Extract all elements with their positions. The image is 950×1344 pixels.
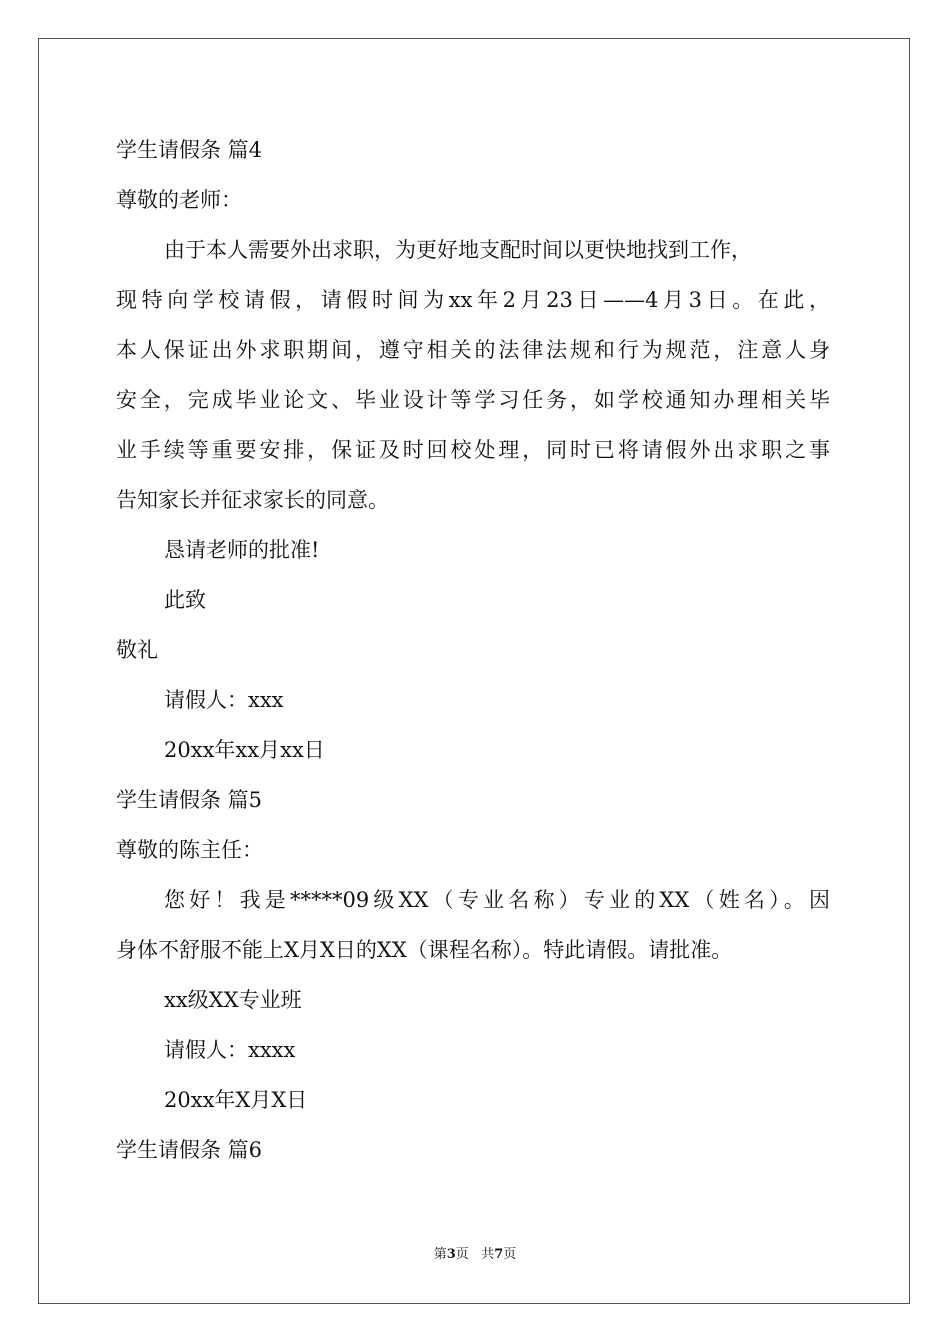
page-footer [0,1246,950,1264]
body-line: 现特向学校请假，请假时间为xx年2月23日——4月3日。在此， [116,288,830,312]
footer-total-prefix: 共 [481,1247,495,1262]
salutation: 尊敬的陈主任： [116,838,263,862]
section-heading-5: 学生请假条 篇5 [116,788,263,812]
section-heading-4: 学生请假条 篇4 [116,138,263,162]
closing-regards: 敬礼 [116,638,158,662]
body-line: 您好！我是*****09级XX（专业名称）专业的XX（姓名）。因 [164,888,830,912]
footer-page-suffix: 页 [455,1247,469,1262]
salutation: 尊敬的老师： [116,188,242,212]
page-border [38,38,910,1304]
body-line: 告知家长并征求家长的同意。 [116,488,389,512]
signature-name: 请假人：xxxx [164,1038,296,1062]
section-heading-6: 学生请假条 篇6 [116,1138,263,1162]
closing-line: 此致 [164,588,206,612]
class-line: xx级XX专业班 [164,988,302,1012]
signature-date: 20xx年xx月xx日 [164,738,325,762]
footer-page-number: 3 [446,1247,456,1262]
request-line: 恳请老师的批准! [164,538,320,562]
footer-total-pages: 7 [494,1247,504,1262]
body-line: 安全，完成毕业论文、毕业设计等学习任务，如学校通知办理相关毕 [116,388,830,412]
body-line: 身体不舒服不能上X月X日的XX（课程名称）。特此请假。请批准。 [116,938,733,962]
signature-name: 请假人：xxx [164,688,284,712]
body-line: 业手续等重要安排，保证及时回校处理，同时已将请假外出求职之事 [116,438,830,462]
footer-page-prefix: 第 [433,1247,447,1262]
body-line: 由于本人需要外出求职，为更好地支配时间以更快地找到工作， [164,238,752,262]
signature-date: 20xx年X月X日 [164,1088,308,1112]
footer-total-suffix: 页 [503,1247,517,1262]
body-line: 本人保证出外求职期间，遵守相关的法律法规和行为规范，注意人身 [116,338,830,362]
